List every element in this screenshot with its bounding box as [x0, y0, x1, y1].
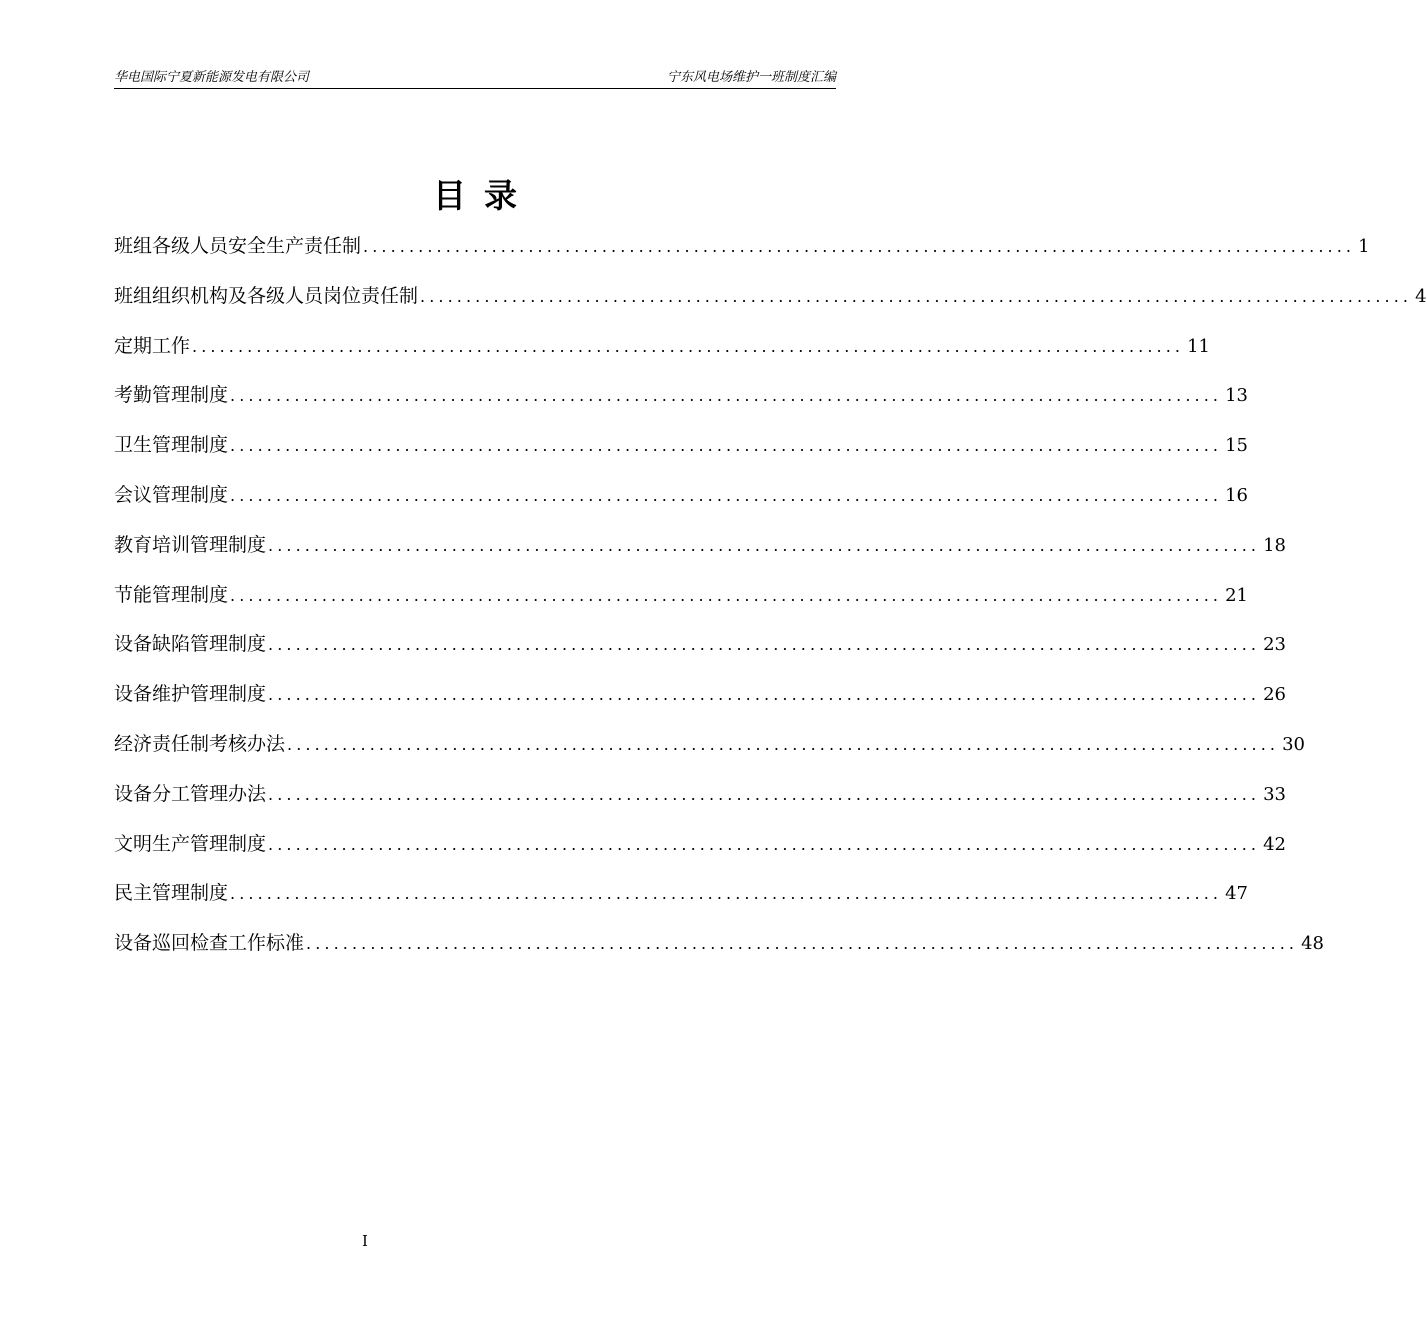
toc-entry[interactable]	[114, 331, 1211, 381]
header-company-name: 华电国际宁夏新能源发电有限公司	[114, 70, 310, 85]
toc-dot-leader: ............................................................................................................	[420, 286, 1413, 306]
toc-entry[interactable]	[114, 480, 1249, 530]
toc-entry-label: 民主管理制度	[114, 882, 229, 905]
toc-entry-label: 文明生产管理制度	[114, 832, 267, 855]
toc-dot-leader: ............................................................................................................	[230, 585, 1223, 605]
toc-entry[interactable]	[114, 430, 1249, 480]
toc-entry-label: 设备巡回检查工作标准	[114, 932, 305, 955]
toc-entry-page: 4	[1415, 285, 1427, 307]
toc-entry-page: 26	[1263, 684, 1287, 706]
toc-dot-leader: ............................................................................................................	[230, 485, 1223, 505]
page-title: 目录	[433, 176, 535, 215]
toc-entry[interactable]	[114, 380, 1249, 430]
toc-entry[interactable]	[114, 281, 1427, 331]
toc-entry-label: 节能管理制度	[114, 583, 229, 606]
toc-dot-leader: ............................................................................................................	[306, 934, 1299, 954]
toc-entry-page: 23	[1263, 634, 1287, 656]
page-header	[114, 70, 836, 89]
toc-entry[interactable]	[114, 878, 1249, 928]
toc-entry-label: 设备缺陷管理制度	[114, 633, 267, 656]
toc-entry-page: 15	[1225, 435, 1249, 457]
toc-dot-leader: ............................................................................................................	[287, 734, 1280, 754]
toc-entry-label: 卫生管理制度	[114, 434, 229, 457]
toc-entry-page: 18	[1263, 534, 1287, 556]
toc-entry-page: 30	[1282, 733, 1306, 755]
toc-entry-page: 13	[1225, 385, 1249, 407]
toc-entry-page: 1	[1358, 236, 1370, 257]
toc-dot-leader: ............................................................................................................	[268, 834, 1261, 854]
toc-dot-leader: ............................................................................................................	[268, 535, 1261, 555]
toc-dot-leader: ............................................................................................................	[230, 386, 1223, 406]
toc-entry-page: 11	[1187, 335, 1211, 357]
toc-entry[interactable]	[114, 231, 1370, 281]
toc-entry[interactable]	[114, 729, 1306, 779]
header-document-title: 宁东风电场维护一班制度汇编	[666, 70, 836, 85]
toc-dot-leader: ............................................................................................................	[192, 336, 1185, 356]
table-of-contents	[114, 231, 1427, 978]
toc-dot-leader: ............................................................................................................	[230, 436, 1223, 456]
toc-dot-leader: ............................................................................................................	[363, 237, 1356, 256]
toc-entry[interactable]	[114, 928, 1325, 978]
page-number: I	[362, 1232, 368, 1250]
toc-entry[interactable]	[114, 580, 1249, 630]
toc-entry-page: 48	[1301, 933, 1325, 955]
toc-entry-page: 21	[1225, 584, 1249, 606]
toc-entry-label: 教育培训管理制度	[114, 533, 267, 556]
toc-entry-label: 经济责任制考核办法	[114, 732, 286, 755]
toc-entry[interactable]	[114, 530, 1287, 580]
toc-entry-label: 班组组织机构及各级人员岗位责任制	[114, 284, 419, 307]
toc-dot-leader: ............................................................................................................	[268, 784, 1261, 804]
toc-entry[interactable]	[114, 829, 1287, 879]
toc-entry-label: 定期工作	[114, 334, 191, 357]
toc-entry-page: 42	[1263, 833, 1287, 855]
toc-dot-leader: ............................................................................................................	[268, 685, 1261, 705]
toc-entry[interactable]	[114, 629, 1287, 679]
toc-entry-page: 33	[1263, 783, 1287, 805]
toc-entry-label: 考勤管理制度	[114, 384, 229, 407]
toc-entry[interactable]	[114, 779, 1287, 829]
toc-entry-page: 47	[1225, 883, 1249, 905]
toc-entry[interactable]	[114, 679, 1287, 729]
toc-entry-label: 会议管理制度	[114, 483, 229, 506]
toc-entry-label: 设备分工管理办法	[114, 782, 267, 805]
toc-entry-label: 设备维护管理制度	[114, 683, 267, 706]
toc-entry-page: 16	[1225, 484, 1249, 506]
toc-dot-leader: ............................................................................................................	[230, 884, 1223, 904]
toc-dot-leader: ............................................................................................................	[268, 635, 1261, 655]
toc-entry-label: 班组各级人员安全生产责任制	[114, 235, 362, 257]
